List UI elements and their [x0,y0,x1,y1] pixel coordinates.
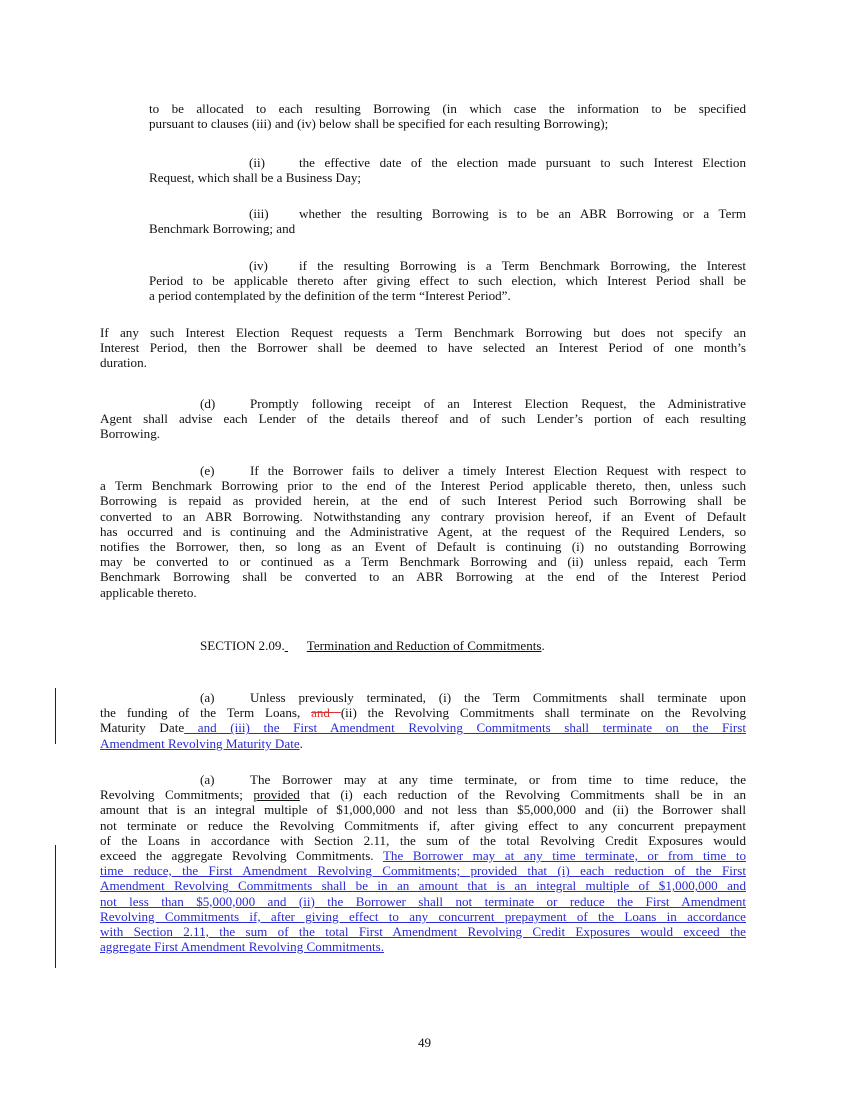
text-line: if the resulting Borrowing is a Term Benchmark Borrowing, the Interest [299,258,746,273]
text-line: may be converted to or continued as a Term Benchmark Borrowing and (ii) unless repaid, each Term [100,554,746,570]
section-number: SECTION 2.09. [200,638,285,653]
text-segment: . [299,735,303,751]
section-title: Termination and Reduction of Commitments [306,638,542,653]
text-line: If any such Interest Election Request requests a Term Benchmark Borrowing but does not specify an [100,325,746,340]
clause-number: (e) [200,463,215,478]
clause-number: (iv) [249,258,268,273]
text-line: The Borrower may at any time terminate, or from time to time reduce, the [250,772,746,787]
text-line: a period contemplated by the definition of the term “Interest Period”. [149,288,511,304]
inserted-text: and (iii) the First Amendment Revolving Commitments shall terminate on the First [184,720,747,736]
section-period: . [541,638,545,653]
text-line: Benchmark Borrowing shall be converted to an ABR Borrowing at the end of the Interest Period [100,569,746,585]
text-line: notifies the Borrower, then, so long as an Event of Default is continuing (i) no outstanding Borrowing [100,539,746,555]
text-line: Promptly following receipt of an Interest Election Request, the Administrative [250,396,746,411]
text-line: Interest Period, then the Borrower shall be deemed to have selected an Interest Period of one month’s [100,340,746,356]
text-line: Unless previously terminated, (i) the Term Commitments shall terminate upon [250,690,746,705]
clause-number: (ii) [249,155,265,170]
text-line: has occurred and is continuing and the Administrative Agent, at the request of the Required Lenders, so [100,523,746,539]
page-number: 49 [417,1035,432,1050]
inserted-text: with Section 2.11, the sum of the total First Amendment Revolving Credit Exposures would exceed the [100,924,746,940]
text-line: to be allocated to each resulting Borrowing (in which case the information to be specified [149,101,746,116]
paragraph-d [100,396,746,442]
clause-number: (d) [200,396,216,411]
section-heading [200,638,746,653]
clause-number: (a) [200,690,215,705]
clause-number: (a) [200,772,215,787]
text-line: converted to an ABR Borrowing. Notwithstanding any contrary provision hereof, if an Event of Default [100,508,746,524]
text-line: pursuant to clauses (iii) and (iv) below shall be specified for each resulting Borrowing); [149,116,609,132]
deleted-text: and [311,705,341,721]
text-segment: exceed the aggregate Revolving Commitments. [100,848,383,864]
clause-number: (iii) [249,206,269,221]
text-line: of the Loans in accordance with Section 2.11, the sum of the total Revolving Credit Exposures would [100,832,746,848]
text-line: duration. [100,355,147,371]
text-line: whether the resulting Borrowing is to be an ABR Borrowing or a Term [299,206,746,221]
text-segment: Maturity Date [100,720,185,736]
text-line: the effective date of the election made pursuant to such Interest Election [299,155,746,170]
text-line: a Term Benchmark Borrowing prior to the end of the Interest Period applicable thereto, then, unless such [100,478,746,494]
paragraph-a-reduction [100,772,746,954]
inserted-text: Revolving Commitments if, after giving effect to any concurrent prepayment of the Loans in accordance [100,908,746,924]
clause-iv [149,258,746,304]
clause-ii [149,155,746,185]
paragraph-interest-period-default [100,325,746,371]
inserted-text: not less than $5,000,000 and (ii) the Borrower shall not terminate or reduce the First Amendment [100,893,746,909]
provided-term: provided [253,787,300,803]
inserted-text: time reduce, the First Amendment Revolving Commitments; provided that (i) each reduction of the First [100,863,746,879]
text-segment: the funding of the Term Loans, [100,705,312,721]
clause-iii [149,206,746,236]
paragraph-a-termination [100,690,746,751]
text-line: If the Borrower fails to deliver a timely Interest Election Request with respect to [250,463,746,478]
text-line: Request, which shall be a Business Day; [149,170,362,186]
text-segment: that (i) each reduction of the Revolving Commitments shall be in an [299,787,746,803]
text-line: Period to be applicable thereto after giving effect to such election, which Interest Period shall be [149,273,746,289]
inserted-text: Amendment Revolving Maturity Date [100,735,300,751]
text-segment: Revolving Commitments; [100,787,254,803]
inserted-text: The Borrower may at any time terminate, or from time to [382,848,746,864]
text-line: Benchmark Borrowing; and [149,221,296,237]
text-line: Borrowing. [100,426,161,442]
text-line: applicable thereto. [100,584,197,600]
text-segment: (ii) the Revolving Commitments shall terminate on the Revolving [340,705,746,721]
text-line: Agent shall advise each Lender of the details thereof and of such Lender’s portion of each resulting [100,411,746,427]
change-bar [55,845,56,968]
paragraph-e [100,463,746,600]
change-bar [55,688,56,744]
inserted-text: aggregate First Amendment Revolving Commitments. [100,939,385,955]
text-line: amount that is an integral multiple of $1,000,000 and not less than $5,000,000 and (ii) the Borrower shall [100,802,746,818]
inserted-text: Amendment Revolving Commitments shall be in an amount that is an integral multiple of $1,000,000 and [100,878,746,894]
clause-i-continuation [149,101,746,131]
text-line: Borrowing is repaid as provided herein, at the end of such Interest Period such Borrowing shall be [100,493,746,509]
text-line: not terminate or reduce the Revolving Commitments if, after giving effect to any concurrent prepayment [100,817,746,833]
